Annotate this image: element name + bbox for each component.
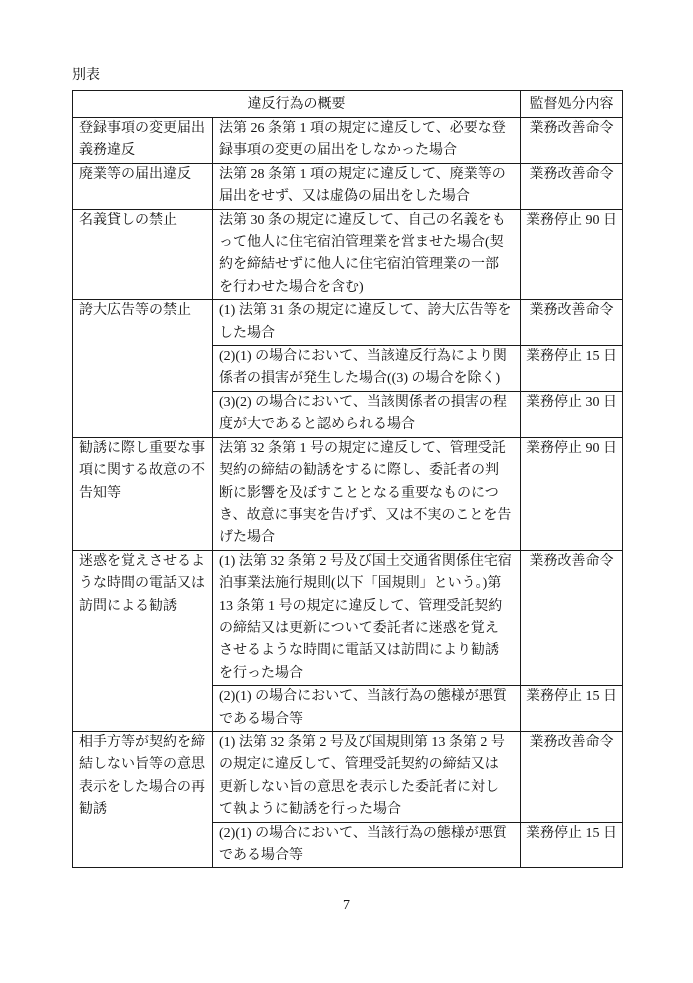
violation-description-cell: 法第 28 条第 1 項の規定に違反して、廃業等の届出をせず、又は虚偽の届出をした場合 bbox=[213, 163, 521, 209]
violation-description-cell: (1) 法第 32 条第 2 号及び国土交通省関係住宅宿泊事業法施行規則(以下「国規則」という。)第 13 条第 1 号の規定に違反して、管理受託契約の締結又は更新について委託者に迷惑を覚えさせるような時間に電話又は訪問により勧誘を行った場合 bbox=[213, 550, 521, 685]
violation-category-cell: 勧誘に際し重要な事項に関する故意の不告知等 bbox=[73, 437, 213, 550]
table-row bbox=[73, 300, 623, 346]
page-number: 7 bbox=[343, 898, 350, 913]
violation-category-cell: 相手方等が契約を締結しない旨等の意思表示をした場合の再勧誘 bbox=[73, 731, 213, 867]
column-header-violation-overview: 違反行為の概要 bbox=[73, 91, 521, 118]
disposition-cell: 業務改善命令 bbox=[521, 163, 623, 209]
violation-category-cell: 迷惑を覚えさせるような時間の電話又は訪問による勧誘 bbox=[73, 550, 213, 731]
violation-disposition-table bbox=[72, 90, 623, 868]
disposition-cell: 業務停止 15 日 bbox=[521, 822, 623, 868]
violation-description-cell: 法第 30 条の規定に違反して、自己の名義をもって他人に住宅宿泊管理業を営ませた場合(契約を締結せずに他人に住宅宿泊管理業の一部を行わせた場合を含む) bbox=[213, 209, 521, 300]
disposition-cell: 業務停止 15 日 bbox=[521, 346, 623, 392]
violation-description-cell: (2)(1) の場合において、当該違反行為により関係者の損害が発生した場合((3) の場合を除く) bbox=[213, 346, 521, 392]
violation-category-cell: 誇大広告等の禁止 bbox=[73, 300, 213, 437]
disposition-cell: 業務改善命令 bbox=[521, 731, 623, 822]
disposition-cell: 業務改善命令 bbox=[521, 550, 623, 685]
violation-description-cell: 法第 26 条第 1 項の規定に違反して、必要な登録事項の変更の届出をしなかった場合 bbox=[213, 118, 521, 164]
violation-description-cell: (2)(1) の場合において、当該行為の態様が悪質である場合等 bbox=[213, 822, 521, 868]
table-row bbox=[73, 550, 623, 685]
table-row bbox=[73, 731, 623, 822]
table-header-row bbox=[73, 91, 623, 118]
violation-description-cell: (1) 法第 31 条の規定に違反して、誇大広告等をした場合 bbox=[213, 300, 521, 346]
table-row bbox=[73, 437, 623, 550]
violation-category-cell: 登録事項の変更届出義務違反 bbox=[73, 118, 213, 164]
disposition-cell: 業務改善命令 bbox=[521, 300, 623, 346]
disposition-cell: 業務停止 15 日 bbox=[521, 686, 623, 732]
table-row bbox=[73, 163, 623, 209]
table-row bbox=[73, 209, 623, 300]
disposition-cell: 業務改善命令 bbox=[521, 118, 623, 164]
disposition-cell: 業務停止 30 日 bbox=[521, 391, 623, 437]
violation-description-cell: (2)(1) の場合において、当該行為の態様が悪質である場合等 bbox=[213, 686, 521, 732]
violation-category-cell: 廃業等の届出違反 bbox=[73, 163, 213, 209]
column-header-disposition: 監督処分内容 bbox=[521, 91, 623, 118]
violation-category-cell: 名義貸しの禁止 bbox=[73, 209, 213, 300]
disposition-cell: 業務停止 90 日 bbox=[521, 209, 623, 300]
disposition-cell: 業務停止 90 日 bbox=[521, 437, 623, 550]
violation-description-cell: 法第 32 条第 1 号の規定に違反して、管理受託契約の締結の勧誘をするに際し、委託者の判断に影響を及ぼすこととなる重要なものにつき、故意に事実を告げず、又は不実のことを告げた場合 bbox=[213, 437, 521, 550]
violation-description-cell: (3)(2) の場合において、当該関係者の損害の程度が大であると認められる場合 bbox=[213, 391, 521, 437]
attached-table-caption: 別表 bbox=[72, 68, 100, 83]
table-row bbox=[73, 118, 623, 164]
violation-description-cell: (1) 法第 32 条第 2 号及び国規則第 13 条第 2 号の規定に違反して、管理受託契約の締結又は更新しない旨の意思を表示した委託者に対して執ように勧誘を行った場合 bbox=[213, 731, 521, 822]
